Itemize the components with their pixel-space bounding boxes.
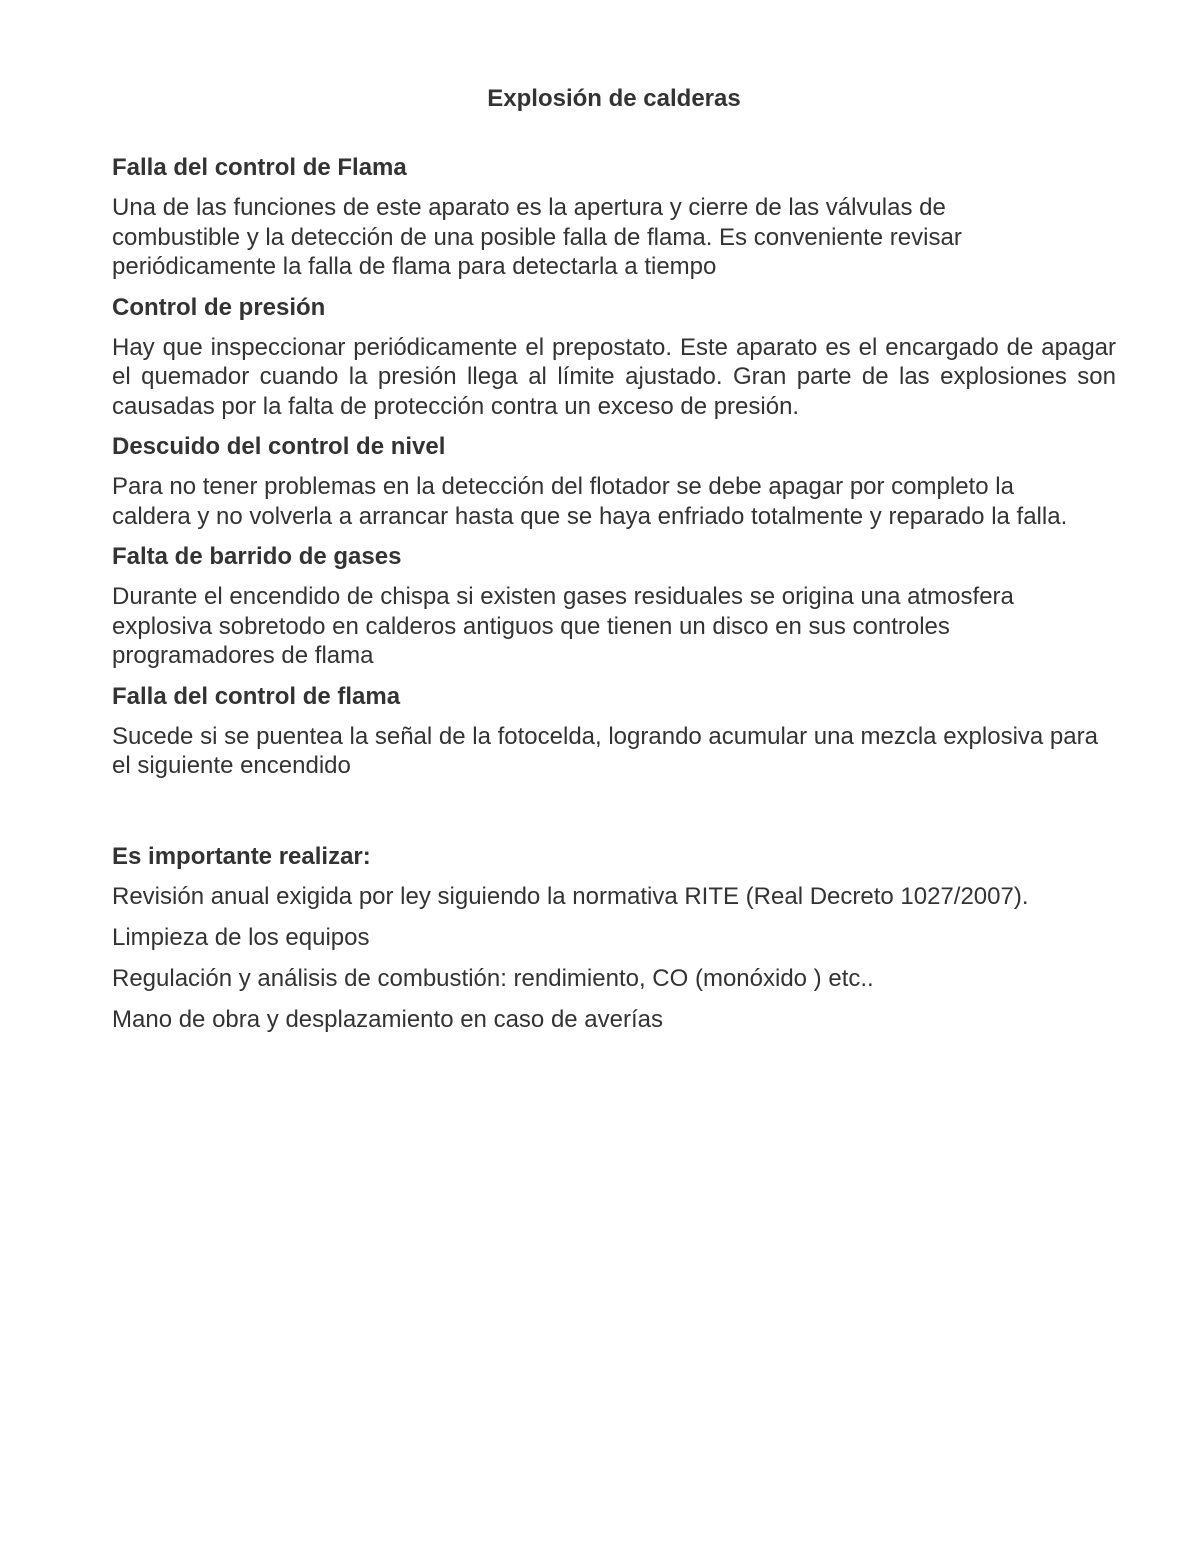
section-flame-control-2 xyxy=(112,682,1116,781)
section-heading: Descuido del control de nivel xyxy=(112,433,446,460)
section-body: Una de las funciones de este aparato es la apertura y cierre de las válvulas de combustible y la detección de una posible falla de flama. Es conveniente revisar periódicamente la falla de flama para detectarla a tiempo xyxy=(112,194,962,280)
section-body: Hay que inspeccionar periódicamente el prepostato. Este aparato es el encargado de apagar el quemador cuando la presión llega al límite ajustado. Gran parte de las explosiones son causadas por la falta de protección contra un exceso de presión. xyxy=(112,333,1116,420)
section-pressure-control xyxy=(112,293,1116,422)
document-title: Explosión de calderas xyxy=(487,85,741,112)
section-level-control xyxy=(112,432,1116,531)
list-item: Regulación y análisis de combustión: rendimiento, CO (monóxido ) etc.. xyxy=(112,964,874,992)
spacer xyxy=(112,792,1116,842)
list-item: Mano de obra y desplazamiento en caso de averías xyxy=(112,1005,664,1033)
section-flame-control xyxy=(112,153,1116,282)
section-body: Durante el encendido de chispa si existen gases residuales se origina una atmosfera explosiva sobretodo en calderos antiguos que tienen un disco en sus controles programadores de flama xyxy=(112,583,1014,669)
section-heading: Control de presión xyxy=(112,293,326,321)
section-heading: Falta de barrido de gases xyxy=(112,543,402,570)
section-body: Sucede si se puentea la señal de la fotocelda, logrando acumular una mezcla explosiva para el siguiente encendido xyxy=(112,722,1098,779)
section-gas-sweep xyxy=(112,542,1116,671)
important-heading: Es importante realizar: xyxy=(112,842,371,870)
document-page xyxy=(112,82,1116,1046)
important-section xyxy=(112,842,1116,1035)
list-item: Revisión anual exigida por ley siguiendo la normativa RITE (Real Decreto 1027/2007). xyxy=(112,882,1029,910)
section-heading: Falla del control de flama xyxy=(112,682,401,710)
section-heading: Falla del control de Flama xyxy=(112,154,407,181)
section-body: Para no tener problemas en la detección del flotador se debe apagar por completo la caldera y no volverla a arrancar hasta que se haya enfriado totalmente y reparado la falla. xyxy=(112,473,1068,530)
list-item: Limpieza de los equipos xyxy=(112,923,370,951)
